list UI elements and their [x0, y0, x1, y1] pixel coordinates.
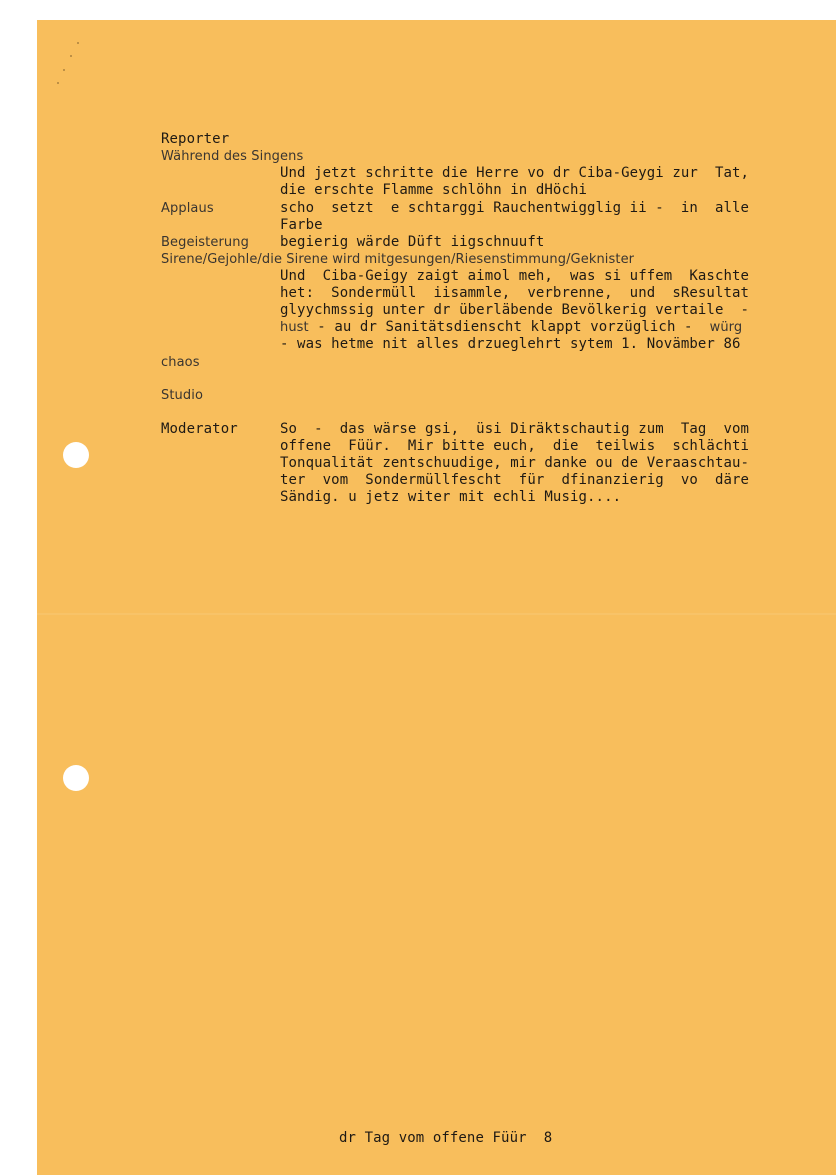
text-line: begierig wärde Düft iigschnuuft: [280, 234, 545, 250]
inline-direction-hust: hust: [280, 320, 309, 335]
speck: [57, 82, 59, 84]
fold-line: [37, 613, 836, 615]
speaker-moderator: Moderator: [161, 421, 238, 437]
speck: [63, 69, 65, 71]
stage-direction-chaos: chaos: [161, 355, 200, 370]
paper-sheet: [37, 20, 836, 1175]
text-line: So - das wärse gsi, üsi Diräktschautig zum Tag vom: [280, 421, 750, 437]
page-footer: dr Tag vom offene Füür 8: [339, 1130, 553, 1146]
text-line: scho setzt e schtarggi Rauchentwigglig ii - in alle: [280, 200, 750, 216]
text-line: [280, 319, 742, 336]
text-line: Und Ciba-Geigy zaigt aimol meh, was si uffem Kaschte: [280, 268, 750, 284]
speck: [77, 42, 79, 44]
text-line: Und jetzt schritte die Herre vo dr Ciba-Geygi zur Tat,: [280, 165, 750, 181]
text-line: offene Füür. Mir bitte euch, die teilwis schlächti: [280, 438, 750, 454]
text-fragment: - au dr Sanitätsdienscht klappt vorzüglich -: [308, 319, 710, 335]
text-line: glyychmssig unter dr überläbende Bevölkerig vertaile -: [280, 302, 750, 318]
text-line: Sändig. u jetz witer mit echli Musig....: [280, 489, 622, 505]
stage-direction-applaus: Applaus: [161, 201, 214, 216]
text-line: ter vom Sondermüllfescht für dfinanzierig vo däre: [280, 472, 750, 488]
speaker-reporter: Reporter: [161, 131, 230, 147]
section-studio: Studio: [161, 388, 204, 403]
punch-hole-bottom: [63, 765, 89, 791]
text-line: die erschte Flamme schlöhn in dHöchi: [280, 182, 588, 198]
stage-direction-begeisterung: Begeisterung: [161, 235, 249, 250]
stage-direction-sirene: Sirene/Gejohle/die Sirene wird mitgesungen/Riesenstimmung/Geknister: [161, 252, 635, 267]
text-line: Farbe: [280, 217, 323, 233]
text-line: - was hetme nit alles drzueglehrt sytem 1. Novämber 86: [280, 336, 741, 352]
speck: [70, 55, 72, 57]
punch-hole-top: [63, 442, 89, 468]
text-line: Tonqualität zentschuudige, mir danke ou de Veraaschtau-: [280, 455, 750, 471]
text-line: het: Sondermüll iisammle, verbrenne, und sResultat: [280, 285, 750, 301]
inline-direction-wuerg: würg: [709, 320, 743, 335]
stage-direction-waehrend: Während des Singens: [161, 149, 304, 164]
